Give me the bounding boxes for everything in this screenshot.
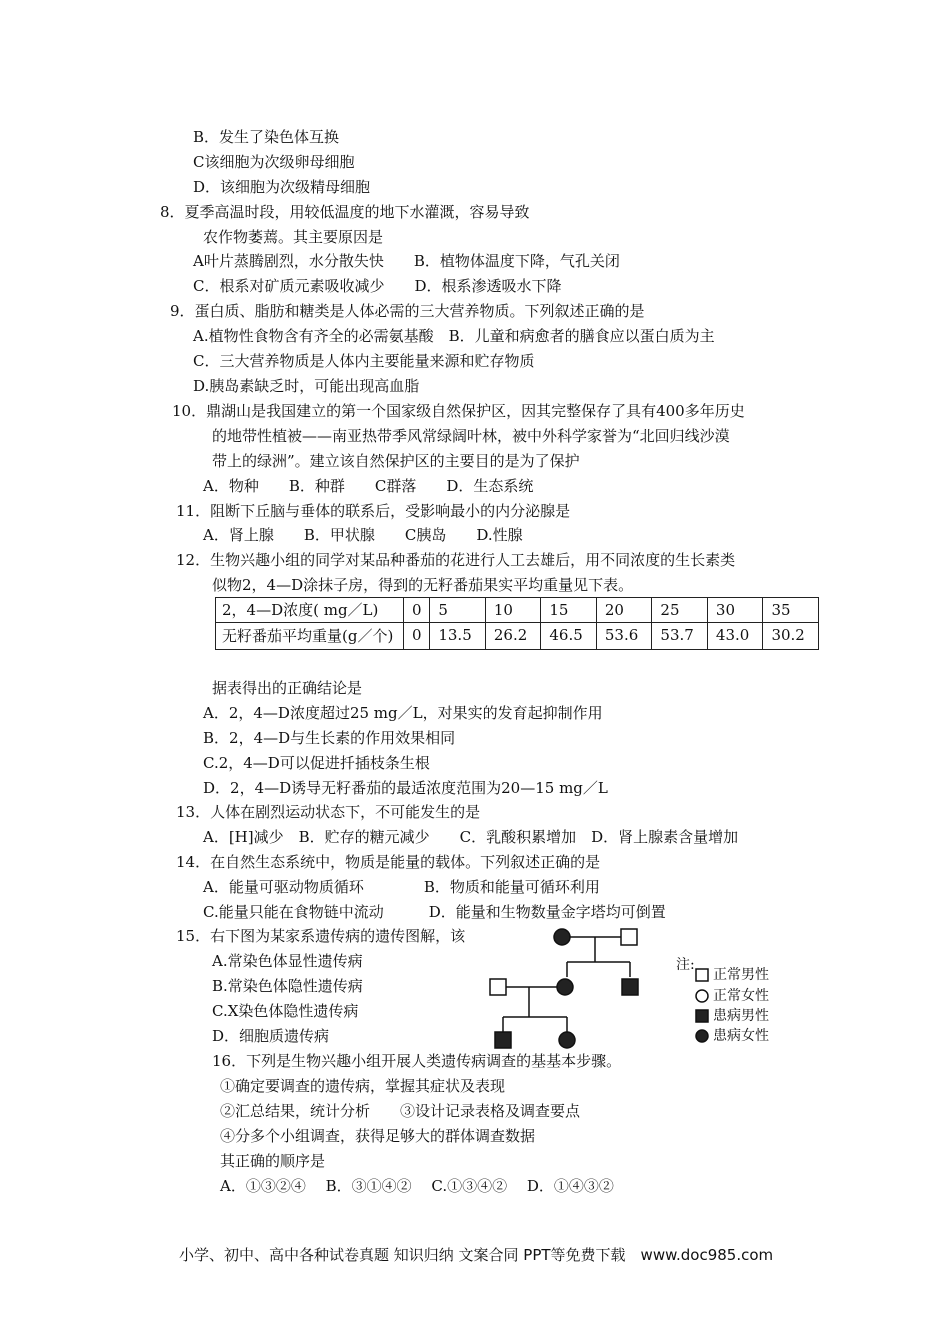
table-cell: 13.5: [430, 623, 486, 650]
q8-options-ab: A叶片蒸腾剧烈，水分散失快 B．植物体温度下降，气孔关闭: [193, 252, 620, 270]
q15-stem: 15．右下图为某家系遗传病的遗传图解，该: [176, 927, 466, 945]
q12-stem-cont: 似物2，4—D涂抹子房，得到的无籽番茄果实平均重量见下表。: [212, 576, 634, 594]
q7-option-b: B．发生了染色体互换: [193, 128, 340, 146]
q16-order-prompt: 其正确的顺序是: [220, 1152, 326, 1170]
legend-normal-female: 正常女性: [713, 988, 769, 1004]
table-row: [216, 598, 819, 623]
auxin-weight-table: [215, 597, 819, 650]
table-cell: 46.5: [541, 623, 597, 650]
q8-options-cd: C．根系对矿质元素吸收减少 D．根系渗透吸水下降: [193, 277, 562, 295]
footer-ad: 小学、初中、高中各种试卷真题 知识归纳 文案合同 PPT等免费下载 www.doc985.com: [179, 1246, 774, 1264]
table-cell: 53.7: [652, 623, 708, 650]
table-cell: 35: [763, 598, 819, 623]
q12-stem: 12．生物兴趣小组的同学对某品种番茄的花进行人工去雄后，用不同浓度的生长素类: [176, 551, 736, 569]
legend-affected-female: 患病女性: [713, 1028, 769, 1044]
affected-female-icon: [554, 929, 570, 945]
q16-options: A．①③②④ B．③①④② C.①③④② D．①④③②: [220, 1177, 614, 1195]
table-cell: 0: [404, 623, 430, 650]
q11-stem: 11．阻断下丘脑与垂体的联系后，受影响最小的内分泌腺是: [176, 502, 571, 520]
q15-option-c: C.X染色体隐性遗传病: [212, 1002, 359, 1020]
table-cell: 26.2: [485, 623, 541, 650]
q9-option-c: C．三大营养物质是人体内主要能量来源和贮存物质: [193, 352, 535, 370]
q15-option-b: B.常染色体隐性遗传病: [212, 977, 363, 995]
q12-option-c: C.2，4—D可以促进扦插枝条生根: [203, 754, 430, 772]
q15-option-a: A.常染色体显性遗传病: [212, 952, 363, 970]
table-cell: 25: [652, 598, 708, 623]
table-cell: 5: [430, 598, 486, 623]
affected-female-icon: [557, 979, 573, 995]
q13-stem: 13．人体在剧烈运动状态下，不可能发生的是: [176, 803, 481, 821]
q13-options: A．[H]减少 B．贮存的糖元减少 C．乳酸积累增加 D．肾上腺素含量增加: [203, 828, 739, 846]
q15-option-d: D．细胞质遗传病: [212, 1027, 330, 1045]
normal-male-icon: [621, 929, 637, 945]
q8-stem-cont: 农作物萎蔫。其主要原因是: [203, 228, 384, 246]
table-row-label: 2，4—D浓度( mg／L): [216, 598, 404, 623]
table-cell: 30.2: [763, 623, 819, 650]
q16-step-4: ④分多个小组调查，获得足够大的群体调查数据: [220, 1127, 536, 1145]
table-row: [216, 623, 819, 650]
q16-step-1: ①确定要调查的遗传病，掌握其症状及表现: [220, 1077, 506, 1095]
q7-option-d: D．该细胞为次级精母细胞: [193, 178, 371, 196]
q11-options: A．肾上腺 B．甲状腺 C胰岛 D.性腺: [203, 526, 523, 544]
q9-option-d: D.胰岛素缺乏时，可能出现高血脂: [193, 377, 420, 395]
q14-options-ab: A．能量可驱动物质循环 B．物质和能量可循环利用: [203, 878, 600, 896]
table-cell: 0: [404, 598, 430, 623]
table-cell: 10: [485, 598, 541, 623]
affected-female-icon: [695, 1029, 709, 1043]
q7-option-c: C该细胞为次级卵母细胞: [193, 153, 355, 171]
q8-stem: 8．夏季高温时段，用较低温度的地下水灌溉，容易导致: [160, 203, 530, 221]
pedigree-diagram: [485, 922, 645, 1062]
q12-option-d: D．2，4—D诱导无籽番茄的最适浓度范围为20—15 mg／L: [203, 779, 608, 797]
table-cell: 30: [707, 598, 763, 623]
q12-option-a: A．2，4—D浓度超过25 mg／L，对果实的发育起抑制作用: [203, 704, 603, 722]
q16-stem: 16．下列是生物兴趣小组开展人类遗传病调查的基基本步骤。: [212, 1052, 622, 1070]
affected-female-icon: [559, 1032, 575, 1048]
table-cell: 20: [596, 598, 652, 623]
table-cell: 15: [541, 598, 597, 623]
q12-option-b: B．2，4—D与生长素的作用效果相同: [203, 729, 456, 747]
q10-stem-cont2: 带上的绿洲”。建立该自然保护区的主要目的是为了保护: [212, 452, 580, 470]
q9-options-ab: A.植物性食物含有齐全的必需氨基酸 B．儿童和病愈者的膳食应以蛋白质为主: [193, 327, 715, 345]
table-cell: 53.6: [596, 623, 652, 650]
normal-male-icon: [695, 968, 709, 982]
q14-options-cd: C.能量只能在食物链中流动 D．能量和生物数量金字塔均可倒置: [203, 903, 666, 921]
q14-stem: 14．在自然生态系统中，物质是能量的载体。下列叙述正确的是: [176, 853, 601, 871]
normal-female-icon: [695, 989, 709, 1003]
table-row-label: 无籽番茄平均重量(g／个): [216, 623, 404, 650]
affected-male-icon: [622, 979, 638, 995]
q16-steps-2-3: ②汇总结果，统计分析 ③设计记录表格及调查要点: [220, 1102, 581, 1120]
q12-conclusion-prompt: 据表得出的正确结论是: [212, 679, 363, 697]
affected-male-icon: [495, 1032, 511, 1048]
legend-normal-male: 正常男性: [713, 967, 769, 983]
normal-male-icon: [490, 979, 506, 995]
q10-options: A．物种 B．种群 C群落 D．生态系统: [203, 477, 534, 495]
table-cell: 43.0: [707, 623, 763, 650]
q9-stem: 9．蛋白质、脂肪和糖类是人体必需的三大营养物质。下列叙述正确的是: [170, 302, 645, 320]
legend-affected-male: 患病男性: [713, 1008, 769, 1024]
q10-stem-cont1: 的地带性植被——南亚热带季风常绿阔叶林，被中外科学家誉为“北回归线沙漠: [212, 427, 730, 445]
legend-title: 注:: [676, 957, 695, 973]
q10-stem: 10．鼎湖山是我国建立的第一个国家级自然保护区，因其完整保存了具有400多年历史: [172, 402, 745, 420]
affected-male-icon: [695, 1009, 709, 1023]
